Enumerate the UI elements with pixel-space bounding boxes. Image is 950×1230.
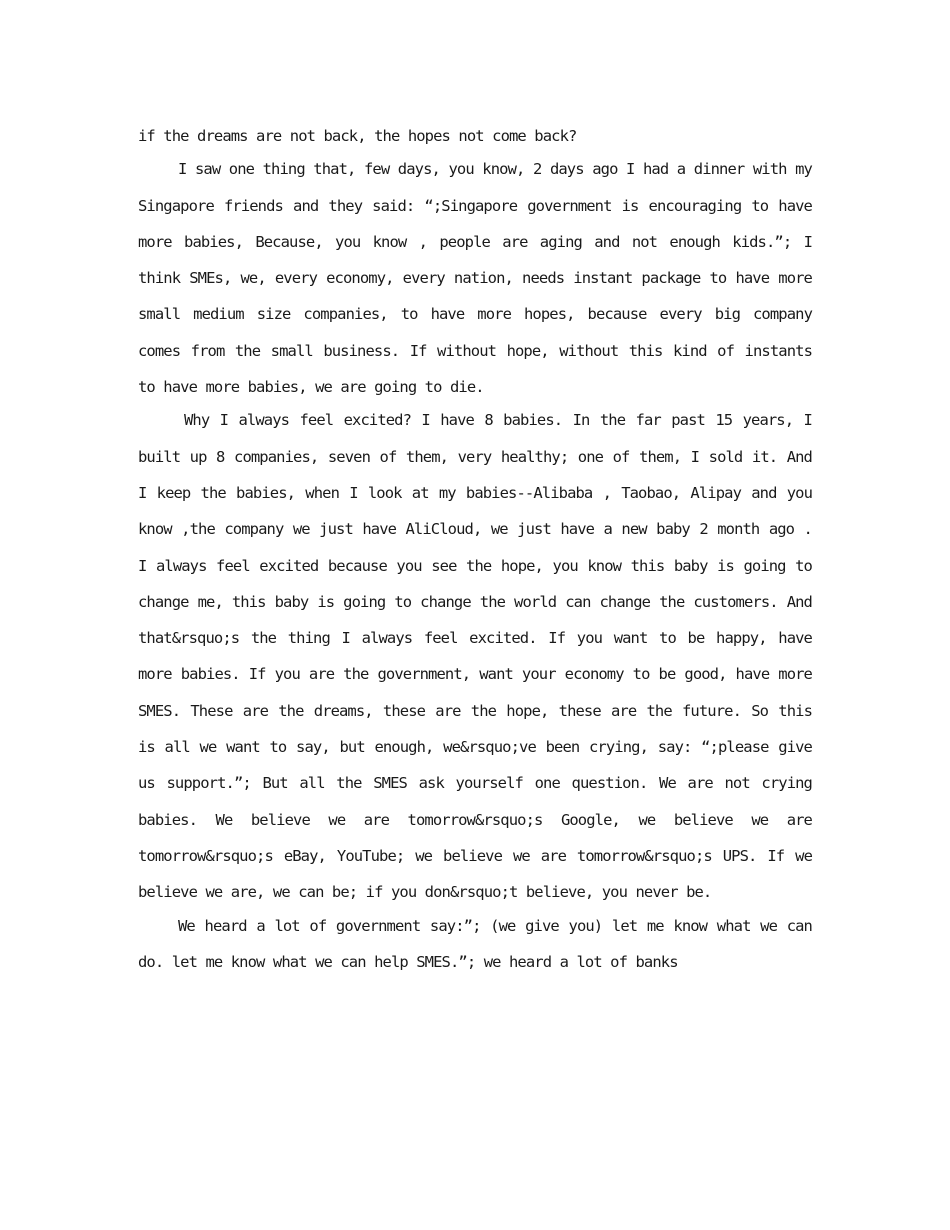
paragraph-4: We heard a lot of government say:”; (we give you) let me know what we can do. let me know what we can help SMES.”; we heard a lot of banks bbox=[138, 916, 812, 971]
paragraph-2: I saw one thing that, few days, you know, 2 days ago I had a dinner with my Singapore friends and they said: “;Singapore government is encouraging to have more babies, Because, you know , people are aging and not enough kids.”; I think SMEs, we, every economy, every nation, needs instant package to have more small medium size companies, to have more hopes, because every big company comes from the small business. If without hope, without this kind of instants to have more babies, we are going to die. bbox=[138, 160, 812, 397]
document-page bbox=[138, 118, 812, 980]
paragraph-1: if the dreams are not back, the hopes not come back? bbox=[138, 127, 577, 145]
paragraph-3: Why I always feel excited? I have 8 babies. In the far past 15 years, I built up 8 companies, seven of them, very healthy; one of them, I sold it. And I keep the babies, when I look at my babies--Alibaba , Taobao, Alipay and you know ,the company we just have AliCloud, we just have a new baby 2 month ago . I always feel excited because you see the hope, you know this baby is going to change me, this baby is going to change the world can change the customers. And that&rsquo;s the thing I always feel excited. If you want to be happy, have more babies. If you are the government, want your economy to be good, have more SMES. These are the dreams, these are the hope, these are the future. So this is all we want to say, but enough, we&rsquo;ve been crying, say: “;please give us support.”; But all the SMES ask yourself one question. We are not crying babies. We believe we are tomorrow&rsquo;s Google, we believe we are tomorrow&rsquo;s eBay, YouTube; we believe we are tomorrow&rsquo;s UPS. If we believe we are, we can be; if you don&rsquo;t believe, you never be. bbox=[138, 411, 812, 902]
